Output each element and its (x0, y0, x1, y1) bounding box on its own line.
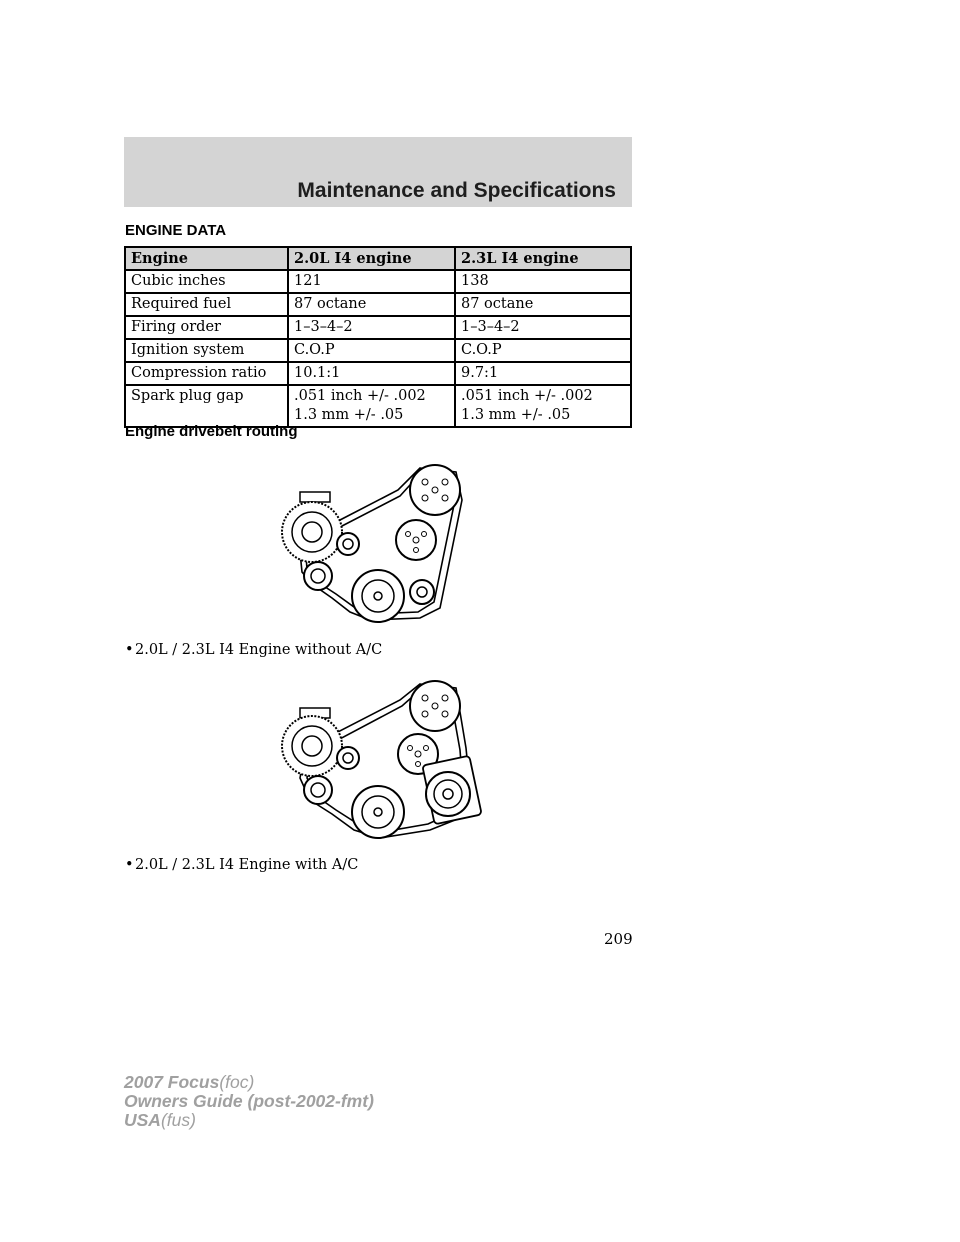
table-cell: Required fuel (125, 293, 288, 316)
table-header-cell: 2.3L I4 engine (455, 247, 631, 270)
table-header-row (125, 247, 631, 270)
table-row (125, 293, 631, 316)
drivebelt-diagram-with-ac (270, 678, 485, 843)
ac-compressor-icon (422, 756, 481, 825)
diagram-caption: •2.0L / 2.3L I4 Engine without A/C (125, 642, 383, 658)
table-cell: 1–3–4–2 (455, 316, 631, 339)
page-header-title: Maintenance and Specifications (297, 179, 616, 202)
subsection-title: Engine drivebelt routing (125, 423, 298, 440)
idler-pulley-icon (337, 747, 359, 769)
table-cell: .051 inch +/- .002 1.3 mm +/- .05 (455, 385, 631, 427)
table-cell: 87 octane (288, 293, 455, 316)
table-cell: 9.7:1 (455, 362, 631, 385)
power-steering-pulley-icon (410, 465, 460, 515)
drivebelt-diagram-without-ac (270, 460, 470, 625)
table-header-cell: 2.0L I4 engine (288, 247, 455, 270)
table-cell: Compression ratio (125, 362, 288, 385)
section-title: ENGINE DATA (125, 222, 227, 239)
table-header-cell: Engine (125, 247, 288, 270)
table-cell: 138 (455, 270, 631, 293)
tensioner-pulley-icon (304, 776, 332, 804)
table-row (125, 339, 631, 362)
power-steering-pulley-icon (410, 681, 460, 731)
alternator-icon (282, 708, 342, 776)
bullet-icon: • (125, 857, 134, 873)
header-band (124, 137, 632, 207)
table-cell: C.O.P (288, 339, 455, 362)
crankshaft-pulley-icon (352, 786, 404, 838)
tensioner-pulley-icon (304, 562, 332, 590)
table-cell: Ignition system (125, 339, 288, 362)
diagram-caption: •2.0L / 2.3L I4 Engine with A/C (125, 857, 359, 873)
alternator-icon (282, 492, 342, 562)
idler-pulley-icon (410, 580, 434, 604)
page-number: 209 (604, 930, 633, 948)
table-cell: 121 (288, 270, 455, 293)
table-cell: Spark plug gap (125, 385, 288, 427)
table-cell: 10.1:1 (288, 362, 455, 385)
table-row (125, 316, 631, 339)
table-row (125, 270, 631, 293)
water-pump-pulley-icon (396, 520, 436, 560)
table-cell: 1–3–4–2 (288, 316, 455, 339)
footer: 2007 Focus(foc) Owners Guide (post-2002-fmt) USA(fus) (124, 1072, 374, 1130)
table-row (125, 362, 631, 385)
crankshaft-pulley-icon (352, 570, 404, 622)
bullet-icon: • (125, 642, 134, 658)
engine-data-table (124, 246, 632, 428)
table-row (125, 385, 631, 427)
table-cell: 87 octane (455, 293, 631, 316)
table-cell: Firing order (125, 316, 288, 339)
table-cell: C.O.P (455, 339, 631, 362)
table-cell: Cubic inches (125, 270, 288, 293)
table-cell: .051 inch +/- .002 1.3 mm +/- .05 (288, 385, 455, 427)
idler-pulley-icon (337, 533, 359, 555)
